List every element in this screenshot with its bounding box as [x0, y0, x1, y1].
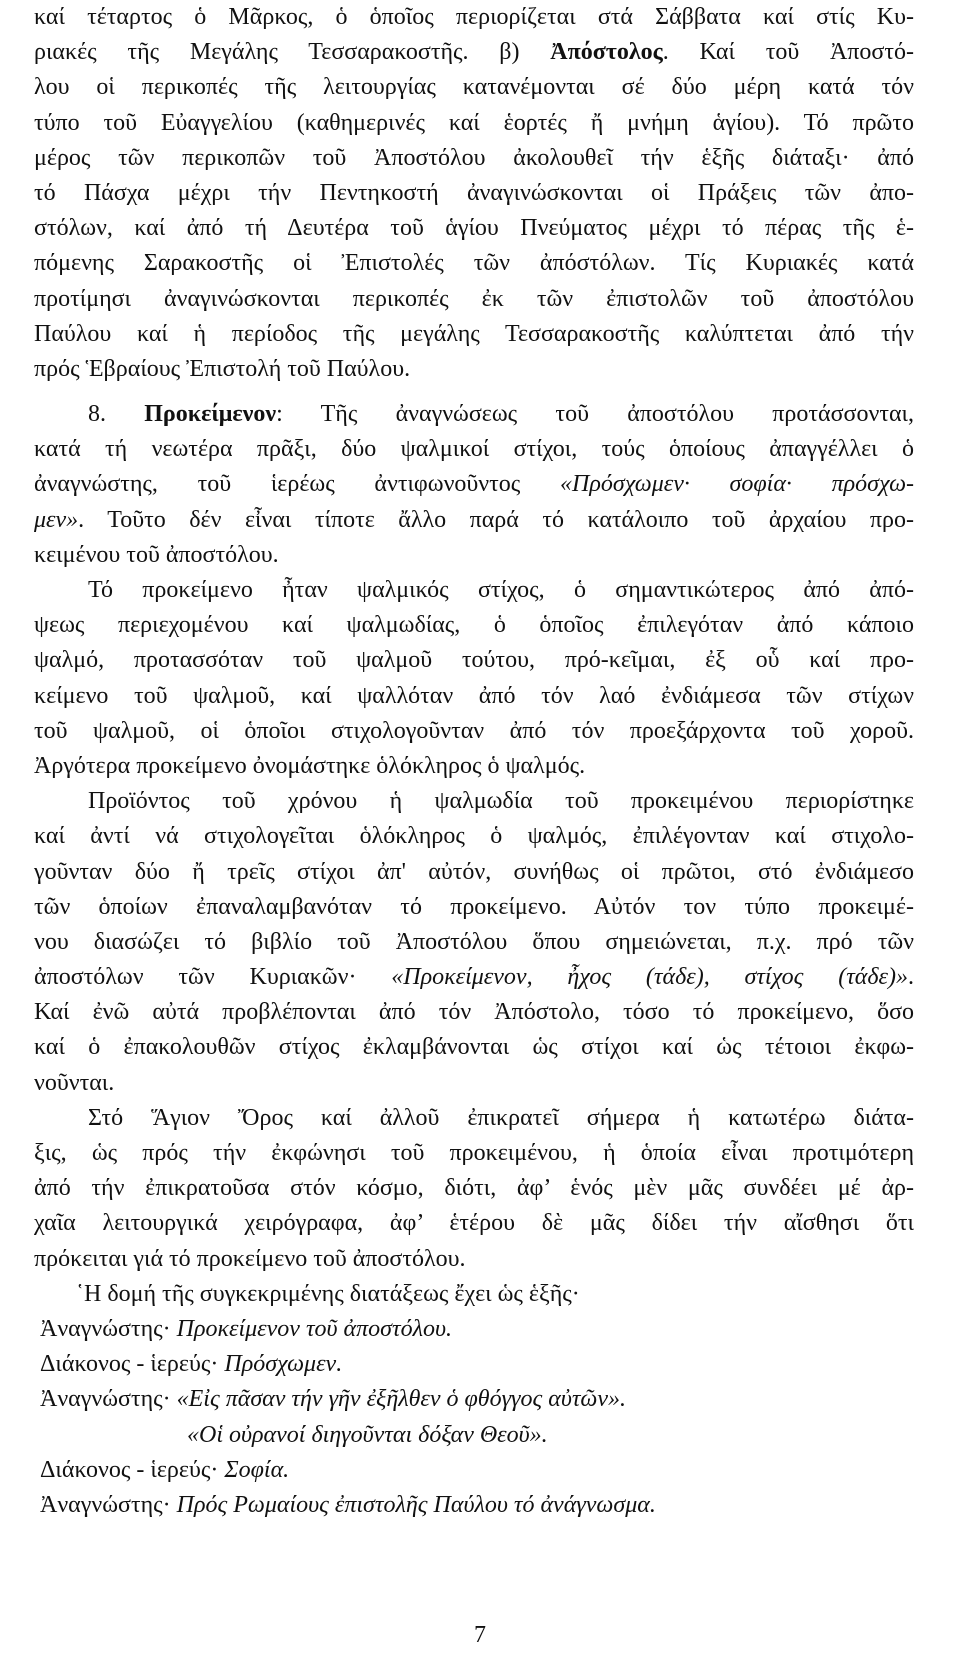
speaker-label: Διάκονος - ἱερεύς·: [40, 1456, 225, 1483]
speaker-label: Ἀναγνώστης·: [40, 1491, 177, 1518]
text-line: Καί ἐνῶ αὐτά προβλέπονται ἀπό τόν Ἀπόστολο, τόσο τό προκείμενο, ὅσο: [34, 999, 914, 1026]
text-line: νου διασώζει τό βιβλίο τοῦ Ἀποστόλου ὅπου σημειώνεται, π.χ. πρό τῶν: [34, 928, 914, 955]
text-line: καί ὁ ἐπακολουθῶν στίχος ἐκλαμβάνονται ὡς στίχοι καί ὡς τέτοιοι ἐκφω-: [34, 1034, 914, 1061]
text-line: λου οἱ περικοπές τῆς λειτουργίας κατανέμονται σέ δύο μέρη κατά τόν: [34, 74, 914, 101]
text-line: Παύλου καί ἡ περίοδος τῆς μεγάλης Τεσσαρακοστῆς καλύπτεται ἀπό τήν: [34, 320, 914, 347]
dialogue-line: Ἀναγνώστης· Πρός Ρωμαίους ἐπιστολῆς Παύλου τό ἀνάγνωσμα.: [40, 1491, 656, 1518]
text-line: στόλων, καί ἀπό τή Δευτέρα τοῦ ἁγίου Πνεύματος μέχρι τό πέρας τῆς ἑ-: [34, 215, 914, 242]
text-line: ψεως περιεχομένου καί ψαλμωδίας, ὁ ὁποῖος ἐπιλεγόταν ἀπό κάποιο: [34, 612, 914, 639]
text-line: κατά τή νεωτέρα πρᾶξι, δύο ψαλμικοί στίχοι, τούς ὁποίους ἀπαγγέλλει ὁ: [34, 436, 914, 463]
text-line: κείμενο τοῦ ψαλμοῦ, καί ψαλλόταν ἀπό τόν λαό ἐνδιάμεσα τῶν στίχων: [34, 682, 914, 709]
dialogue-line: Ἀναγνώστης· «Εἰς πᾶσαν τήν γῆν ἐξῆλθεν ὁ φθόγγος αὐτῶν».: [40, 1386, 627, 1413]
text-line: τό Πάσχα μέχρι τήν Πεντηκοστή ἀναγινώσκονται οἱ Πράξεις τῶν ἀπο-: [34, 179, 914, 206]
section-term-apostolos: Ἀπόστολος: [550, 39, 663, 66]
text-line: Τό προκείμενο ἦταν ψαλμικός στίχος, ὁ σημαντικώτερος ἀπό ἀπό-: [88, 577, 914, 603]
text-line: μέρος τῶν περικοπῶν τοῦ Ἀποστόλου ἀκολουθεῖ τήν ἑξῆς διάταξι· ἀπό: [34, 144, 914, 171]
text-line: πόμενης Σαρακοστῆς οἱ Ἐπιστολές τῶν ἀπόστόλων. Τίς Κυριακές κατά: [34, 250, 914, 277]
text-line: τύπο τοῦ Εὐαγγελίου (καθημερινές καί ἑορτές ἤ μνήμη ἁγίου). Τό πρῶτο: [34, 109, 914, 136]
document-page: [34, 0, 914, 1523]
text-line: κειμένου τοῦ ἀποστόλου.: [34, 541, 279, 568]
text-line: 8. Προκείμενον: Τῆς ἀναγνώσεως τοῦ ἀποστόλου προτάσσονται,: [88, 401, 914, 428]
text-line: πρόκειται γιά τό προκείμενο τοῦ ἀποστόλου.: [34, 1245, 466, 1272]
text-line: Προϊόντος τοῦ χρόνου ἡ ψαλμωδία τοῦ προκειμένου περιορίστηκε: [88, 788, 914, 815]
text-line: προτίμησι ἀναγινώσκονται περικοπές ἐκ τῶν ἐπιστολῶν τοῦ ἀποστόλου: [34, 285, 914, 312]
text-line: ἀποστόλων τῶν Κυριακῶν· «Προκείμενον, ἦχος (τάδε), στίχος (τάδε)».: [34, 964, 914, 991]
text-line: νοῦνται.: [34, 1069, 115, 1096]
text-line: τοῦ ψαλμοῦ, οἱ ὁποῖοι στιχολογοῦνταν ἀπό τόν προεξάρχοντα τοῦ χοροῦ.: [34, 717, 914, 744]
structure-intro: ῾Η δομή τῆς συγκεκριμένης διατάξεως ἔχει ὡς ἑξῆς·: [76, 1280, 580, 1307]
dialogue-line: Διάκονος - ἱερεύς· Σοφία.: [40, 1456, 290, 1483]
dialogue-line: «Οἱ οὐρανοί διηγοῦνται δόξαν Θεοῦ».: [187, 1421, 548, 1448]
text-line: γοῦνταν δύο ἤ τρεῖς στίχοι ἀπ' αὐτόν, συνήθως οἱ πρῶτοι, στό ἐνδιάμεσο: [34, 858, 914, 885]
text-line: καί ἀντί νά στιχολογεῖται ὁλόκληρος ὁ ψαλμός, ἐπιλέγονταν καί στιχολο-: [34, 823, 914, 850]
speaker-label: Διάκονος - ἱερεύς·: [40, 1351, 225, 1378]
text-line: τῶν ὁποίων ἐπαναλαμβανόταν τό προκείμενο. Αὐτόν τον τύπο προκειμέ-: [34, 893, 914, 920]
text-line: ἀναγνώστης, τοῦ ἱερέως ἀντιφωνοῦντος «Πρόσχωμεν· σοφία· πρόσχω-: [34, 471, 915, 498]
text-line: ψαλμό, προτασσόταν τοῦ ψαλμοῦ τούτου, πρό-κεῖμαι, ἐξ οὗ καί προ-: [34, 647, 914, 674]
text-line: Ἀργότερα προκείμενο ὀνομάστηκε ὁλόκληρος ὁ ψαλμός.: [34, 752, 586, 779]
text-line: χαῖα λειτουργικά χειρόγραφα, ἀφ’ ἑτέρου δὲ μᾶς δίδει τήν αἴσθησι ὅτι: [34, 1210, 914, 1237]
speaker-label: Ἀναγνώστης·: [40, 1386, 177, 1413]
text-line: ἀπό τήν ἐπικρατοῦσα στόν κόσμο, διότι, ἀφ’ ἑνός μὲν μᾶς συνδέει μέ ἀρ-: [34, 1175, 914, 1202]
text-line: Στό Ἅγιον Ὄρος καί ἀλλοῦ ἐπικρατεῖ σήμερα ἡ κατωτέρω διάτα-: [88, 1104, 914, 1131]
text-line: μεν». Τοῦτο δέν εἶναι τίποτε ἄλλο παρά τό κατάλοιπο τοῦ ἀρχαίου προ-: [34, 506, 914, 533]
text-line: ριακές τῆς Μεγάλης Τεσσαρακοστῆς. β) Ἀπόστολος. Καί τοῦ Ἀποστό-: [34, 39, 914, 66]
text-line: καί τέταρτος ὁ Μᾶρκος, ὁ ὁποῖος περιορίζεται στά Σάββατα καί στίς Κυ-: [34, 4, 914, 30]
text-line: πρός Ἑβραίους Ἐπιστολή τοῦ Παύλου.: [34, 355, 411, 382]
dialogue-line: Διάκονος - ἱερεύς· Πρόσχωμεν.: [40, 1351, 343, 1378]
section-term-prokeimenon: Προκείμενον: [144, 401, 277, 428]
dialogue-line: Ἀναγνώστης· Προκείμενον τοῦ ἀποστόλου.: [40, 1315, 453, 1342]
page-number: 7: [474, 1622, 486, 1648]
text-line: ξις, ὡς πρός τήν ἐκφώνησι τοῦ προκειμένου, ἡ ὁποία εἶναι προτιμότερη: [34, 1140, 914, 1166]
speaker-label: Ἀναγνώστης·: [40, 1315, 177, 1342]
